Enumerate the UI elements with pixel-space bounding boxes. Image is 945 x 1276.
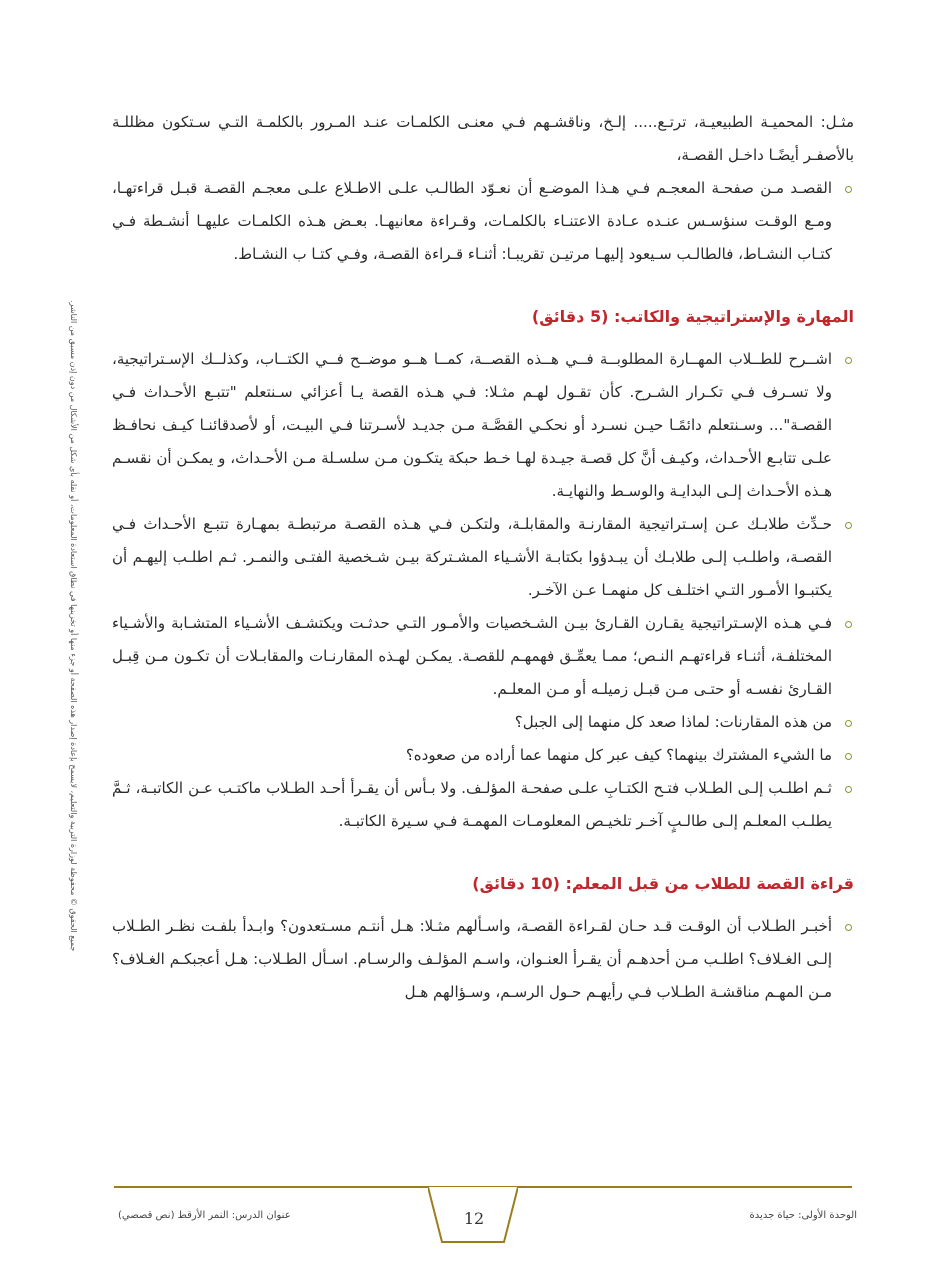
list-item: من هذه المقارنات: لماذا صعد كل منهما إلى الجبل؟: [112, 706, 854, 739]
lesson-title: عنوان الدرس: النمر الأرقط (نص قصصي): [118, 1210, 291, 1221]
intro-bullet: القصـد مـن صفحـة المعجـم فـي هـذا الموضـع أن نعـوّد الطالـب علـى الاطـلاع علـى معجـم القصـة قبـل قراءتهـا، ومـع الوقـت سنؤسـس عنـده عـادة الاعتنـاء بالكلمـات، وقـراءة معانيهـا. بعـض هـذه الكلمـات عليهـا أنشـطة فـي كتـاب النشـاط، فالطالـب سـيعود إليهـا مرتيـن تقريبـا: أثنـاء قـراءة القصـة، وفـي كتـا ب النشـاط.: [112, 172, 854, 271]
list-item: أخبـر الطـلاب أن الوقـت قـد حـان لقـراءة القصـة، واسـألهم مثـلا: هـل أنتـم مسـتعدون؟ وابـدأ بلفـت نظـر الطـلاب إلـى الغـلاف؟ اطلـب مـن أحدهـم أن يقـرأ العنـوان، واسـم المؤلـف والرسـام. اسـأل الطـلاب: هـل أعجبكـم الغـلاف؟ مـن المهـم مناقشـة الطـلاب فـي رأيهـم حـول الرسـم، وسـؤالهم هـل: [112, 910, 854, 1009]
page-number: 12: [463, 1209, 485, 1228]
intro-paragraph: مثـل: المحميـة الطبيعيـة، ترتـع..... إلـخ، وناقشـهم فـي معنـى الكلمـات عنـد المـرور بالكلمـة التـي سـتكون مظللـة بالأصفـر أيضًـا داخـل القصـة،: [112, 113, 854, 164]
list-item: ثـم اطلـب إلـى الطـلاب فتـح الكتـابِ علـى صفحـة المؤلـف. ولا بـأس أن يقـرأ أحـد الطـلاب ماكتـب عـن الكاتبـة، ثـمَّ يطلـب المعلـم إلـى طالـبٍ آخـر تلخيـص المعلومـات المهمـة فـي سـيرة الكاتبـة.: [112, 772, 854, 838]
copyright-side-note: جميع الحقوق © محفوظة لوزارة التربية والتعليم، لايسمح بإعادة إصدار هذه الصفحة أو جزء منها أو تخزينها في نطاق استعادة المعلومات، أو نقله بأي شكل من الأشكال من دون إذن مسبق من الناشر.: [69, 300, 78, 952]
list-item: اشــرح للطــلاب المهــارة المطلوبــة فــي هــذه القصــة، كمــا هــو موضــح فــي الكتــاب، وكذلــك الإسـتراتيجية، ولا تسـرف فـي تكـرار الشـرح. كأن تقـول لهـم مثـلا: فـي هـذه القصة يـا أعزائي سـنتعلم "تتبـع الأحـداث فـي القصـة"... وسـنتعلم دائمًـا حيـن نسـرد أو نحكـي القصَّـة مـن جديـد لأسـرتنا فـي البيـت، أو لأصدقائنـا كيـف نحافـظ علـى تتابـع الأحـداث، وكيـف أنَّ كل قصـة جيـدة لهـا خـط حبكة يتكـون مـن سلسـلة مـن الأحـداث، و يمكـن أن نقسـم هـذه الأحـداث إلـى البدايـة والوسـط والنهايـة.: [112, 343, 854, 508]
list-item: فـي هـذه الإسـتراتيجية يقـارن القـارئ بيـن الشـخصيات والأمـور التـي حدثـت ويكتشـف الأشـياء المتشـابة والأشـياء المختلفـة، أثنـاء قراءتهـم النـص؛ ممـا يعمِّـق فهمهـم للقصـة. يمكـن لهـذه المقارنـات والمقابـلات أن تكـون مـن قِبـل القـارئ نفسـه أو حتـى مـن قبـل زميلـه أو مـن المعلـم.: [112, 607, 854, 706]
section-heading-reading: قراءة القصة للطلاب من قبل المعلم: (10 دقائق): [472, 874, 854, 893]
main-content: [112, 106, 854, 1009]
section-heading-skill-strategy: المهارة والإستراتيجية والكاتب: (5 دقائق): [531, 307, 854, 326]
unit-title: الوحدة الأولى: حياة جديدة: [749, 1210, 857, 1221]
list-item: حـدِّث طلابـك عـن إسـتراتيجية المقارنـة والمقابلـة، ولتكـن فـي هـذه القصـة مرتبطـة بمهـارة تتبـع الأحـداث فـي القصـة، واطلـب إلـى طلابـك أن يبـدؤوا بكتابـة الأشـياء المشـتركة بيـن شـخصية الفتـى والنمـر. ثـم اطلـب إليهـم أن يكتبـوا الأمـور التـي اختلـف كل منهمـا عـن الآخـر.: [112, 508, 854, 607]
list-item: ما الشيء المشترك بينهما؟ كيف عبر كل منهما عما أراده من صعوده؟: [112, 739, 854, 772]
